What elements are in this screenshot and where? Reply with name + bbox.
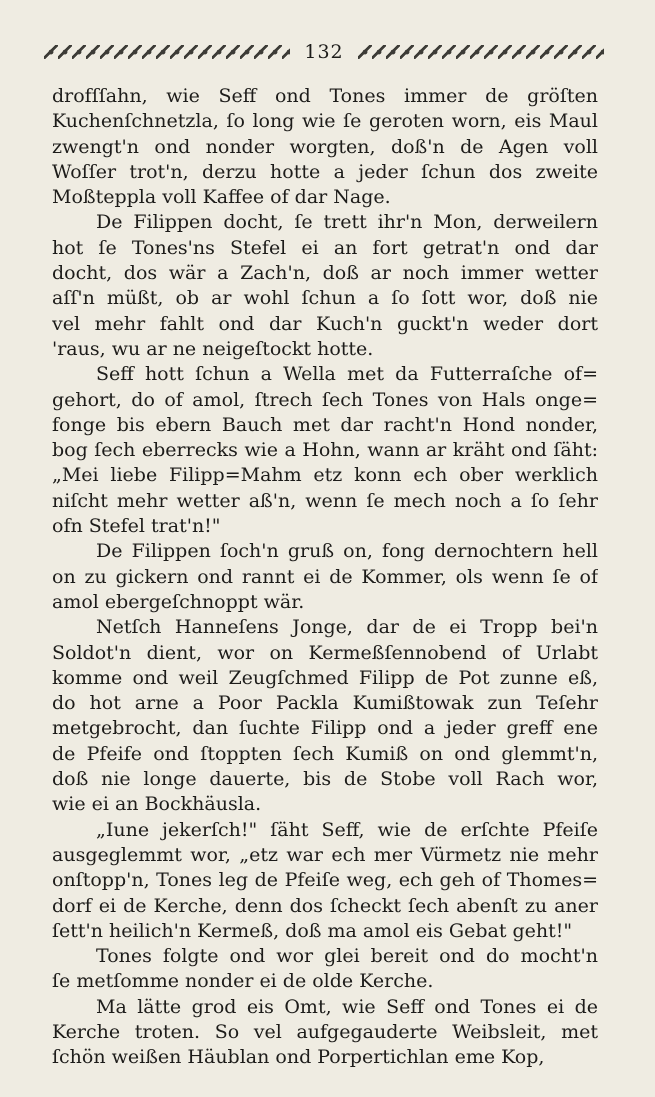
body-text (52, 84, 598, 1071)
text-line: bog ſech eberrecks wie a Hohn, wann ar kräht ond ſäht: (52, 439, 598, 462)
paragraph (52, 995, 598, 1071)
text-line: komme ond weil Zeugſchmed Filipp de Pot zunne eß, (52, 666, 598, 689)
text-line: Ma lätte grod eis Omt, wie Seff ond Tones ei de (96, 995, 598, 1018)
text-line: gehort, do of amol, ſtrech ſech Tones von Hals onge= (52, 388, 598, 411)
text-line: de Pfeife ond ſtoppten ſech Kumiß on ond glemmt'n, (52, 742, 598, 765)
text-line: zwengt'n ond nonder worgten, doß'n de Agen voll (52, 135, 598, 158)
text-line: Kuchenſchnetzla, ſo long wie ſe geroten worn, eis Maul (52, 110, 598, 133)
text-line: „Mei liebe Filipp=Mahm etz konn ech ober werklich (52, 464, 598, 487)
text-line: Woſſer trot'n, derzu hotte a jeder ſchun dos zweite (52, 160, 598, 183)
text-line: docht, dos wär a Zach'n, doß ar noch immer wetter (52, 262, 598, 285)
text-line: De Filippen ſoch'n gruß on, fong dernochtern hell (96, 540, 598, 563)
text-line: „Iune jekerſch!" ſäht Seff, wie de erſchte Pfeiſe (96, 818, 598, 841)
text-line: ſett'n heilich'n Kermeß, doß ma amol eis Gebat geht!" (52, 919, 573, 942)
text-line: niſcht mehr wetter aß'n, wenn ſe mech noch a ſo ſehr (52, 489, 598, 512)
text-line: 'raus, wu ar ne neigeſtockt hotte. (52, 337, 374, 360)
paragraph (52, 210, 598, 362)
text-line: wie ei an Bockhäusla. (52, 793, 262, 816)
paragraph (52, 539, 598, 615)
text-line: ſchön weißen Häublan ond Porpertichlan eme Kop, (52, 1046, 545, 1069)
text-line: ſe metſomme nonder ei de olde Kerche. (52, 970, 434, 993)
text-line: amol ebergeſchnoppt wär. (52, 590, 305, 613)
text-line: drofſſahn, wie Seff ond Tones immer de gröſten (52, 85, 598, 107)
paragraph (52, 362, 598, 539)
paragraph (52, 615, 598, 817)
text-line: hot ſe Tones'ns Stefel ei an fort getrat'n ond dar (52, 236, 598, 259)
text-line: on zu gickern ond rannt ei de Kommer, ols wenn ſe of (52, 565, 598, 588)
paragraph (52, 944, 598, 995)
page-header (44, 40, 604, 64)
text-line: fonge bis ebern Bauch met dar racht'n Hond nonder, (52, 413, 598, 436)
text-line: Moßteppla voll Kaffee of dar Nage. (52, 186, 391, 209)
text-line: Kerche troten. So vel aufgegauderte Weibsleit, met (52, 1020, 598, 1043)
text-line: Tones folgte ond wor glei bereit ond do mocht'n (96, 945, 598, 968)
page-number: 132 (304, 41, 344, 63)
text-line: Seff hott ſchun a Wella met da Futterraſche of= (96, 363, 598, 386)
text-line: Netſch Hanneſens Jonge, dar de ei Tropp bei'n (96, 616, 598, 639)
text-line: De Filippen docht, ſe trett ihr'n Mon, derweilern (96, 211, 598, 234)
text-line: dorf ei de Kerche, denn dos ſcheckt ſech abenſt zu aner (52, 894, 598, 917)
text-line: metgebrocht, dan ſuchte Filipp ond a jeder greff ene (52, 717, 598, 740)
ornament-left-border (44, 45, 290, 59)
ornament-right-border (358, 45, 604, 59)
paragraph (52, 84, 598, 210)
text-line: Soldot'n dient, wor on Kermeßſennobend of Urlabt (52, 641, 598, 664)
paragraph (52, 818, 598, 944)
text-line: onſtopp'n, Tones leg de Pfeiſe weg, ech geh of Thomes= (52, 869, 598, 892)
text-line: aſſ'n müßt, ob ar wohl ſchun a ſo ſott wor, doß nie (52, 287, 598, 310)
text-line: doß nie longe dauerte, bis de Stobe voll Rach wor, (52, 768, 598, 791)
text-line: do hot arne a Poor Packla Kumißtowak zun Teſehr (52, 692, 598, 715)
text-line: vel mehr fahlt ond dar Kuch'n guckt'n weder dort (52, 312, 598, 335)
text-line: ausgeglemmt wor, „etz war ech mer Vürmetz nie mehr (52, 843, 598, 866)
text-line: ofn Stefel trat'n!" (52, 515, 221, 538)
